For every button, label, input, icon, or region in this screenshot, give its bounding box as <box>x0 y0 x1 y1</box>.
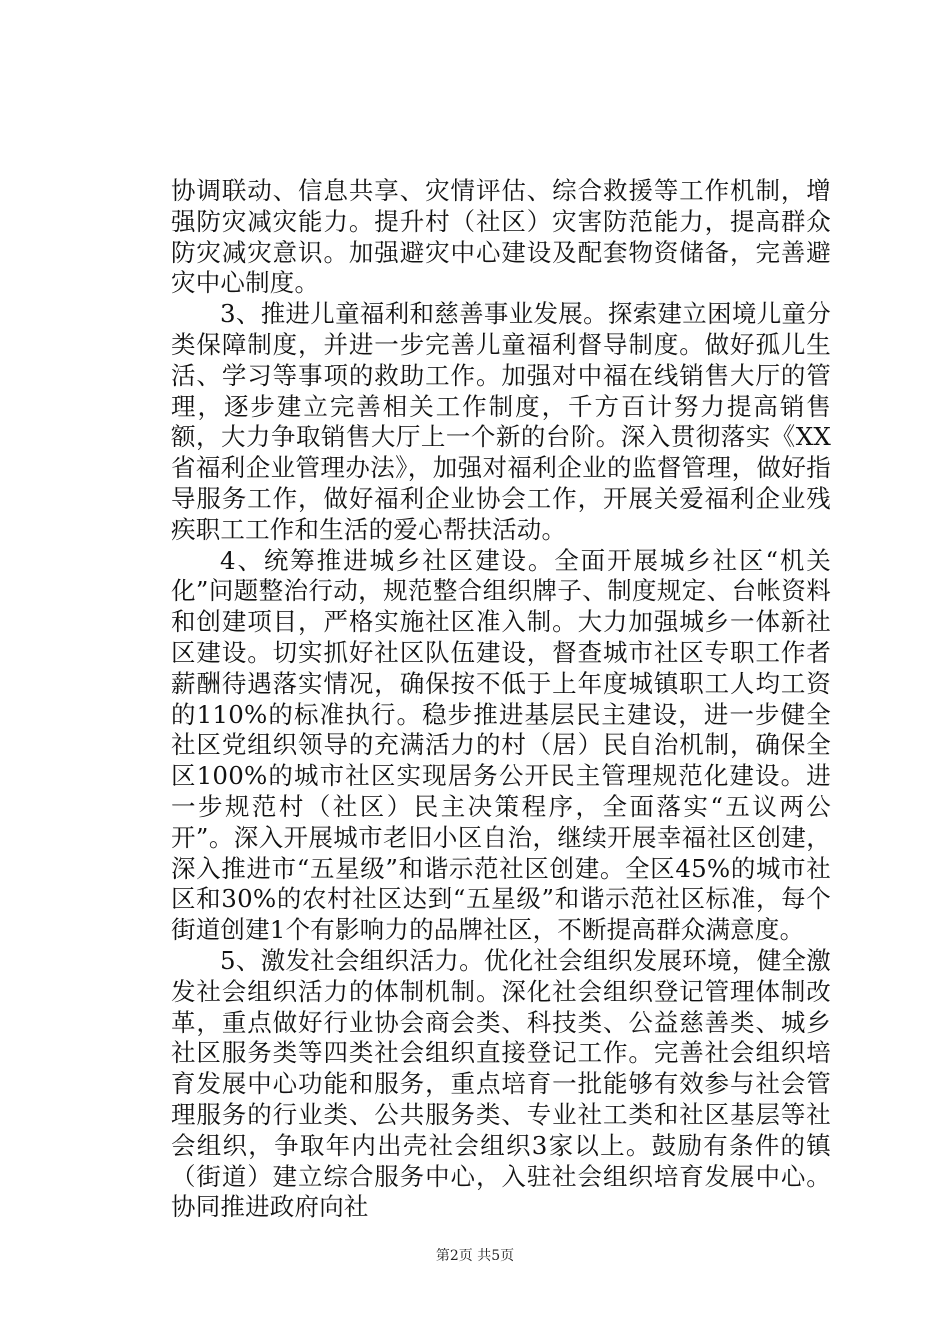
document-body <box>171 176 831 1223</box>
paragraph-disaster-prevention: 协调联动、信息共享、灾情评估、综合救援等工作机制，增强防灾减灾能力。提升村（社区）灾害防范能力，提高群众防灾减灾意识。加强避灾中心建设及配套物资储备，完善避灾中心制度。 <box>171 176 831 298</box>
paragraph-community-building: 4、统筹推进城乡社区建设。全面开展城乡社区“机关化”问题整治行动，规范整合组织牌子、制度规定、台帐资料和创建项目，严格实施社区准入制。大力加强城乡一体新社区建设。切实抓好社区队伍建设，督查城市社区专职工作者薪酬待遇落实情况，确保按不低于上年度城镇职工人均工资的110%的标准执行。稳步推进基层民主建设，进一步健全社区党组织领导的充满活力的村（居）民自治机制，确保全区100%的城市社区实现居务公开民主管理规范化建设。进一步规范村（社区）民主决策程序，全面落实“五议两公开”。深入开展城市老旧小区自治，继续开展幸福社区创建，深入推进市“五星级”和谐示范社区创建。全区45%的城市社区和30%的农村社区达到“五星级”和谐示范社区标准，每个街道创建1个有影响力的品牌社区，不断提高群众满意度。 <box>171 545 831 945</box>
paragraph-child-welfare: 3、推进儿童福利和慈善事业发展。探索建立困境儿童分类保障制度，并进一步完善儿童福利督导制度。做好孤儿生活、学习等事项的救助工作。加强对中福在线销售大厅的管理，逐步建立完善相关工作制度，千方百计努力提高销售额，大力争取销售大厅上一个新的台阶。深入贯彻落实《XX省福利企业管理办法》，加强对福利企业的监督管理，做好指导服务工作，做好福利企业协会工作，开展关爱福利企业残疾职工工作和生活的爱心帮扶活动。 <box>171 299 831 544</box>
page-number-footer: 第2页 共5页 <box>435 1248 515 1264</box>
paragraph-social-organizations: 5、激发社会组织活力。优化社会组织发展环境，健全激发社会组织活力的体制机制。深化社会组织登记管理体制改革，重点做好行业协会商会类、科技类、公益慈善类、城乡社区服务类等四类社会组织直接登记工作。完善社会组织培育发展中心功能和服务，重点培育一批能够有效参与社会管理服务的行业类、公共服务类、专业社工类和社区基层等社会组织，争取年内出壳社会组织3家以上。鼓励有条件的镇（街道）建立综合服务中心，入驻社会组织培育发展中心。协同推进政府向社 <box>171 945 831 1222</box>
